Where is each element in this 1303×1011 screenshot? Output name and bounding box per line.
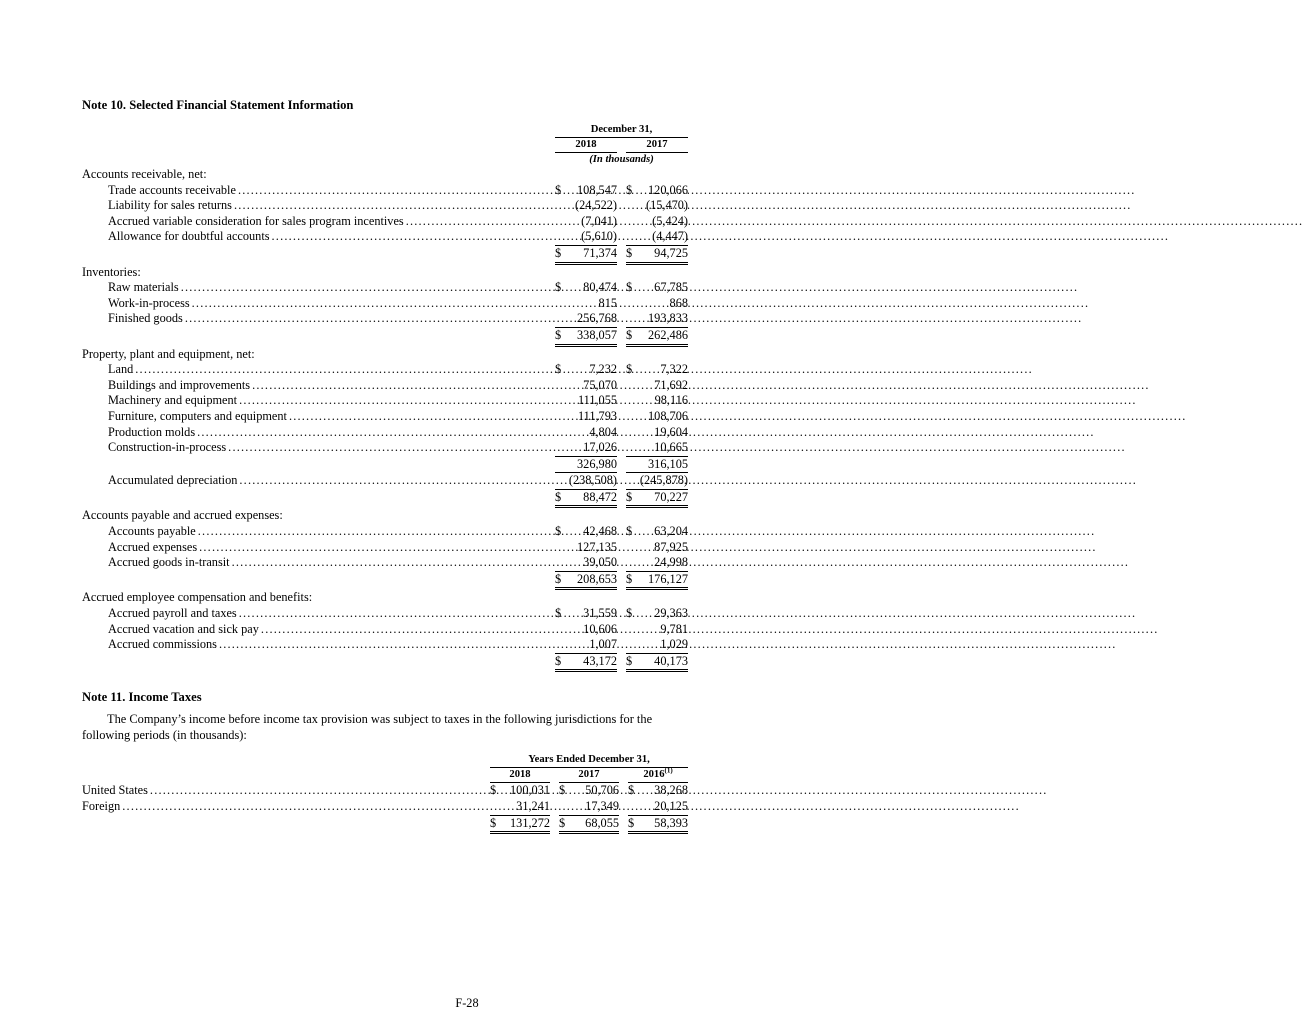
col-header-2018 [490,768,550,783]
value-text: 111,793 [577,408,617,423]
value-text: 94,725 [654,245,688,260]
units-row [82,153,688,167]
dot-leader [197,425,543,441]
page-content [82,97,688,1010]
value-text: 7,232 [589,362,617,377]
table-row-item [82,622,688,638]
dollar-sign: $ [626,524,633,539]
value-text: 50,706 [585,783,619,798]
value-cell [555,540,617,556]
value-cell [555,214,617,230]
value-text: 10,606 [583,621,617,636]
value-text: 88,472 [583,489,617,504]
dollar-sign: $ [555,245,562,260]
value-cell [555,378,617,394]
table-row-item [82,440,688,457]
value-text: 338,057 [577,327,617,342]
value-cell [628,799,688,816]
value-text: 71,692 [654,377,688,392]
value-cell [626,393,688,409]
value-text: (245,878) [639,473,688,488]
value-cell [626,183,688,199]
dollar-sign: $ [559,815,566,830]
table-row-item [82,540,688,556]
dollar-sign: $ [626,653,633,668]
value-text: 67,785 [654,280,688,295]
dollar-sign: $ [555,653,562,668]
dollar-sign: $ [490,783,497,798]
value-text: 176,127 [648,571,688,586]
value-cell [626,490,688,509]
table-row-item [82,637,688,654]
dollar-sign: $ [626,245,633,260]
value-cell [626,296,688,312]
row-label: Accrued commissions [108,637,217,652]
value-text: 10,665 [654,440,688,455]
note10-table-body [82,167,688,672]
value-cell [555,296,617,312]
value-text: 262,486 [648,327,688,342]
row-label: United States [82,783,148,798]
table-row-section [82,347,688,363]
row-label: Property, plant and equipment, net: [82,346,255,361]
value-cell [555,622,617,638]
dot-leader [198,524,543,540]
value-cell [555,328,617,347]
dot-leader [238,183,543,199]
row-label: Accrued payroll and taxes [108,606,237,621]
dot-leader [122,799,478,815]
year-header-row [82,768,688,783]
value-cell [626,572,688,591]
dot-leader [150,783,478,799]
value-text: 75,070 [583,377,617,392]
note11-paragraph: The Company’s income before income tax provision was subject to taxes in the following jurisdictions for the following periods (in thousands): [82,712,653,743]
row-label: Trade accounts receivable [108,182,236,197]
dollar-sign: $ [555,489,562,504]
table-row-section [82,508,688,524]
dot-leader [261,622,543,638]
row-label: Allowance for doubtful accounts [108,229,270,244]
table-row-item [82,311,688,328]
dollar-sign: $ [626,489,633,504]
dollar-sign: $ [490,815,497,830]
value-cell [555,183,617,199]
table-row-total [82,816,688,835]
dollar-sign: $ [555,606,562,621]
dollar-sign: $ [626,280,633,295]
table-row-item [82,473,688,490]
value-text: 70,227 [654,489,688,504]
value-text: 17,026 [583,440,617,455]
table-row-section [82,265,688,281]
value-text: 24,998 [654,555,688,570]
value-text: 29,363 [654,606,688,621]
table-row-total [82,654,688,673]
dot-leader [234,198,543,214]
value-text: 80,474 [583,280,617,295]
table-row-item [82,362,688,378]
value-cell [626,457,688,474]
row-label: Accrued vacation and sick pay [108,621,259,636]
table-row-item [82,393,688,409]
value-cell [559,783,619,799]
value-text: 68,055 [585,815,619,830]
row-label: Buildings and improvements [108,377,251,392]
row-label: Accrued employee compensation and benefits: [82,590,313,605]
row-label: Inventories: [82,264,141,279]
dollar-sign: $ [626,182,633,197]
value-cell [555,246,617,265]
period-header: Years Ended December 31, [490,753,688,768]
value-cell [490,816,550,835]
row-label: Accrued goods in-transit [108,555,230,570]
col-header-2017: 2017 [626,138,688,153]
row-label: Work-in-process [108,295,190,310]
period-header-row [82,123,688,138]
dollar-sign: $ [626,606,633,621]
value-text: 868 [669,295,688,310]
row-label: Accrued expenses [108,539,198,554]
value-text: 326,980 [577,456,617,471]
table-row-item [82,214,688,230]
table-row-subtotal [82,457,688,474]
value-cell [626,362,688,378]
value-text: 100,031 [510,783,550,798]
dot-leader [252,378,543,394]
row-label: Machinery and equipment [108,393,238,408]
row-label: Accumulated depreciation [108,473,238,488]
col-header-2017 [559,768,619,783]
table-row-item [82,198,688,214]
row-label: Finished goods [108,311,183,326]
value-cell [626,378,688,394]
value-cell [555,572,617,591]
dollar-sign: $ [628,815,635,830]
value-text: 108,547 [577,182,617,197]
value-text: 108,706 [648,408,688,423]
value-cell [626,328,688,347]
value-cell [555,524,617,540]
value-cell [555,362,617,378]
value-cell [555,198,617,214]
value-text: 98,116 [654,393,688,408]
dot-leader [239,393,543,409]
value-cell [626,311,688,328]
dollar-sign: $ [555,280,562,295]
dot-leader [181,280,543,296]
table-row-item [82,606,688,622]
value-text: 4,804 [589,424,617,439]
value-cell [490,799,550,816]
dot-leader [135,362,543,378]
col-header-2018: 2018 [555,138,617,153]
value-text: (4,447) [652,229,688,244]
table-row-item [82,378,688,394]
value-text: 131,272 [510,815,550,830]
value-cell [626,246,688,265]
value-text: 63,204 [654,524,688,539]
dot-leader [219,637,543,653]
value-cell [555,457,617,474]
value-text: 208,653 [577,571,617,586]
table-row-section [82,590,688,606]
value-cell [555,311,617,328]
dollar-sign: $ [626,362,633,377]
row-label: Furniture, computers and equipment [108,408,287,423]
value-text: 815 [598,295,617,310]
value-cell [628,783,688,799]
value-text: 316,105 [648,456,688,471]
value-text: 19,604 [654,424,688,439]
dot-leader [239,606,543,622]
value-text: 42,468 [583,524,617,539]
note11-table [82,753,688,834]
value-text: 1,029 [660,637,688,652]
table-row-total [82,490,688,509]
year-label: 2018 [509,769,531,781]
year-label: 2016 [643,769,665,781]
value-text: 120,066 [648,182,688,197]
table-row-item [82,229,688,246]
value-cell [626,555,688,572]
dot-leader [239,473,543,489]
value-cell [555,409,617,425]
value-text: 40,173 [654,653,688,668]
value-text: 127,135 [577,539,617,554]
value-text: 9,781 [660,621,688,636]
value-text: (5,424) [652,213,688,228]
value-cell [555,490,617,509]
value-text: (5,610) [581,229,617,244]
dot-leader [406,214,543,230]
value-text: 31,241 [516,799,550,813]
value-text: (24,522) [574,198,617,213]
table-row-total [82,572,688,591]
note10-heading: Note 10. Selected Financial Statement Information [82,98,354,112]
table-row-item [82,183,688,199]
value-text: (238,508) [568,473,617,488]
dollar-sign: $ [555,524,562,539]
table-row-item [82,409,688,425]
value-text: 38,268 [654,783,688,798]
value-cell [626,198,688,214]
row-label: Accounts payable and accrued expenses: [82,508,283,523]
row-label: Foreign [82,799,121,813]
dollar-sign: $ [626,327,633,342]
table-row-item [82,799,688,816]
page-number: F-28 [455,996,479,1010]
dot-leader [272,229,543,245]
table-row-section [82,167,688,183]
dot-leader [232,555,543,571]
dollar-sign: $ [555,182,562,197]
dollar-sign: $ [555,571,562,586]
dollar-sign: $ [628,783,635,798]
value-cell [626,409,688,425]
dot-leader [228,440,543,456]
dollar-sign: $ [555,327,562,342]
row-label: Land [108,362,134,377]
value-cell [555,654,617,673]
value-text: 17,349 [585,799,619,813]
value-text: 39,050 [583,555,617,570]
value-cell [555,440,617,457]
row-label: Construction-in-process [108,440,227,455]
value-text: 256,768 [577,311,617,326]
note11-table-body [82,783,688,834]
year-label: 2017 [578,769,600,781]
dot-leader [199,540,543,556]
value-text: 58,393 [654,815,688,830]
value-cell [626,280,688,296]
dot-leader [192,296,543,312]
table-row-total [82,246,688,265]
value-cell [555,425,617,441]
row-label: Accounts receivable, net: [82,167,207,181]
row-label: Accrued variable consideration for sales program incentives [108,213,404,228]
footnote-marker: (1) [664,766,673,775]
dollar-sign: $ [626,571,633,586]
value-cell [626,606,688,622]
table-row-item [82,280,688,296]
units-note: (In thousands) [589,154,654,165]
value-cell [555,280,617,296]
value-text: 31,559 [583,606,617,621]
value-text: 1,007 [589,637,617,652]
value-cell [626,540,688,556]
table-row-item [82,425,688,441]
period-header: December 31, [555,123,688,138]
value-cell [626,637,688,654]
value-cell [555,393,617,409]
value-cell [626,473,688,490]
row-label: Raw materials [108,280,179,295]
value-text: (7,041) [581,213,617,228]
value-cell [555,555,617,572]
value-cell [626,425,688,441]
row-label: Accounts payable [108,524,196,539]
row-label: Liability for sales returns [108,198,232,213]
note11-heading: Note 11. Income Taxes [82,690,202,705]
note10-table [82,123,688,672]
value-cell [626,524,688,540]
value-text: 87,925 [654,539,688,554]
value-cell [555,637,617,654]
value-cell [559,799,619,816]
value-text: 20,125 [654,799,688,813]
value-cell [626,622,688,638]
value-text: 193,833 [648,311,688,326]
value-cell [626,654,688,673]
value-cell [626,440,688,457]
value-text: (15,470) [645,198,688,213]
row-label: Production molds [108,424,196,439]
year-header-row [82,138,688,153]
value-text: 71,374 [583,245,617,260]
table-row-item [82,296,688,312]
value-cell [628,816,688,835]
col-header-2016 [628,768,688,783]
dot-leader [185,311,543,327]
value-cell [555,229,617,246]
value-cell [555,473,617,490]
table-row-item [82,783,688,799]
dollar-sign: $ [559,783,566,798]
table-row-item [82,555,688,572]
value-cell [555,606,617,622]
value-cell [490,783,550,799]
table-row-item [82,524,688,540]
value-text: 43,172 [583,653,617,668]
value-text: 111,055 [577,393,617,408]
value-cell [626,229,688,246]
dot-leader [289,409,543,425]
value-cell [559,816,619,835]
value-cell [626,214,688,230]
value-text: 7,322 [660,362,688,377]
period-header-row [82,753,688,768]
dollar-sign: $ [555,362,562,377]
table-row-total [82,328,688,347]
